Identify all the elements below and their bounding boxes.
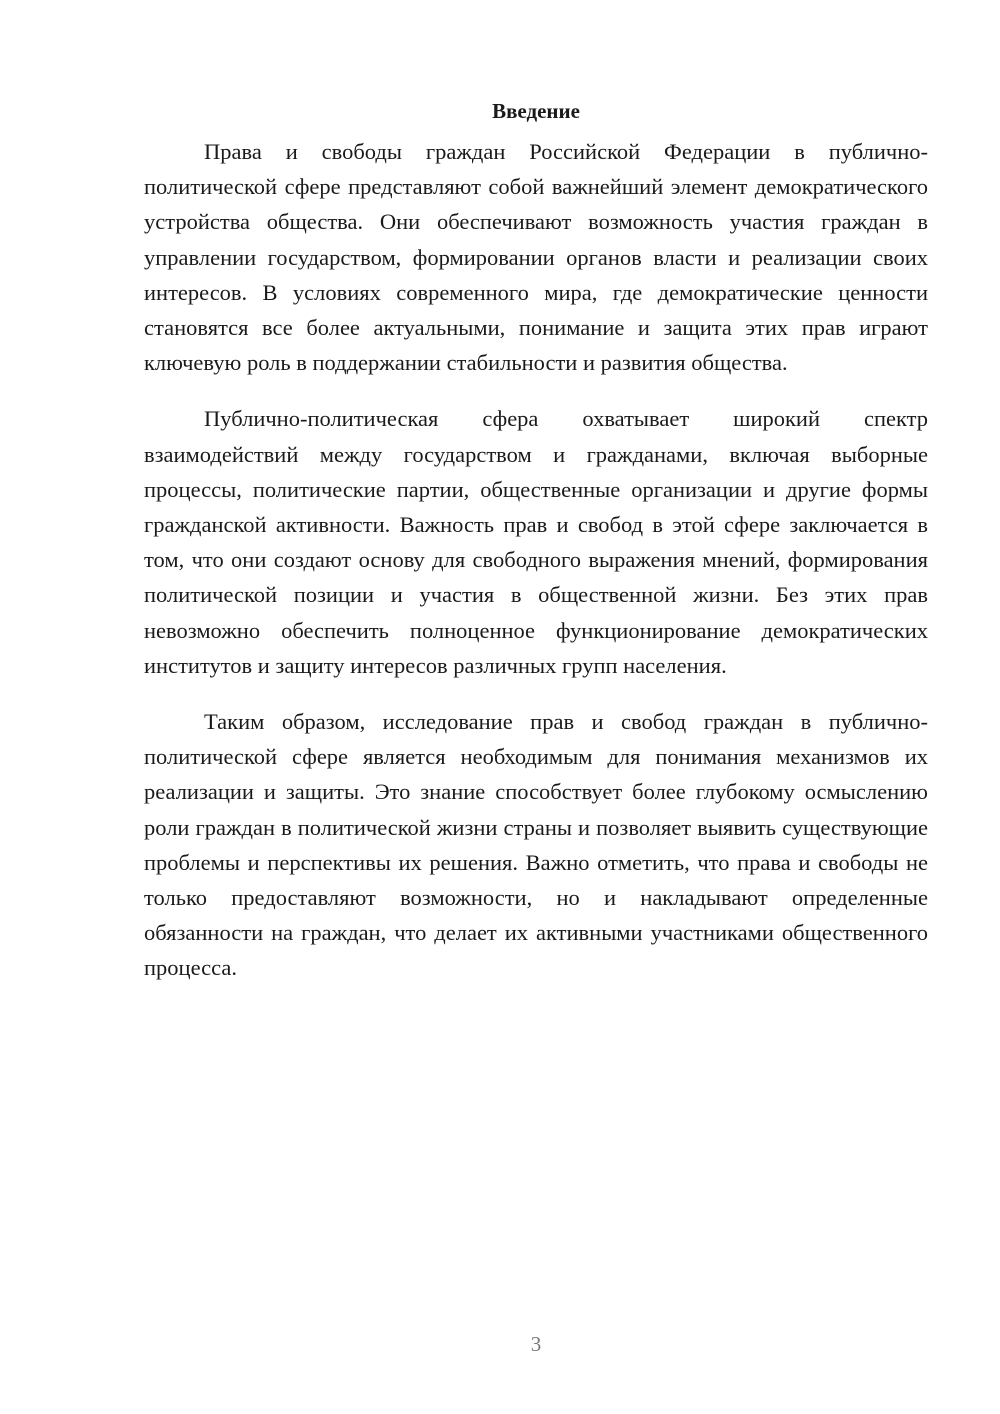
paragraph-3: Таким образом, исследование прав и свобод граждан в публично-политической сфере является необходимым для понимания механизмов их реализации и защиты. Это знание способствует более глубокому осмыслению роли граждан в политической жизни страны и позволяет выявить существующие проблемы и перспективы их решения. Важно отметить, что права и свободы не только предоставляют возможности, но и накладывают определенные обязанности на граждан, что делает их активными участниками общественного процесса. (144, 709, 928, 981)
paragraph-2: Публично-политическая сфера охватывает широкий спектр взаимодействий между государством и гражданами, включая выборные процессы, политические партии, общественные организации и другие формы гражданской активности. Важность прав и свобод в этой сфере заключается в том, что они создают основу для свободного выражения мнений, формирования политической позиции и участия в общественной жизни. Без этих прав невозможно обеспечить полноценное функционирование демократических институтов и защиту интересов различных групп населения. (144, 406, 928, 678)
page-content (144, 96, 928, 1007)
page-title: Введение (492, 99, 580, 123)
paragraph-1: Права и свободы граждан Российской Федерации в публично-политической сфере представляют собой важнейший элемент демократического устройства общества. Они обеспечивают возможность участия граждан в управлении государством, формировании органов власти и реализации своих интересов. В условиях современного мира, где демократические ценности становятся все более актуальными, понимание и защита этих прав играют ключевую роль в поддержании стабильности и развития общества. (144, 139, 928, 376)
page-number: 3 (530, 1332, 542, 1356)
